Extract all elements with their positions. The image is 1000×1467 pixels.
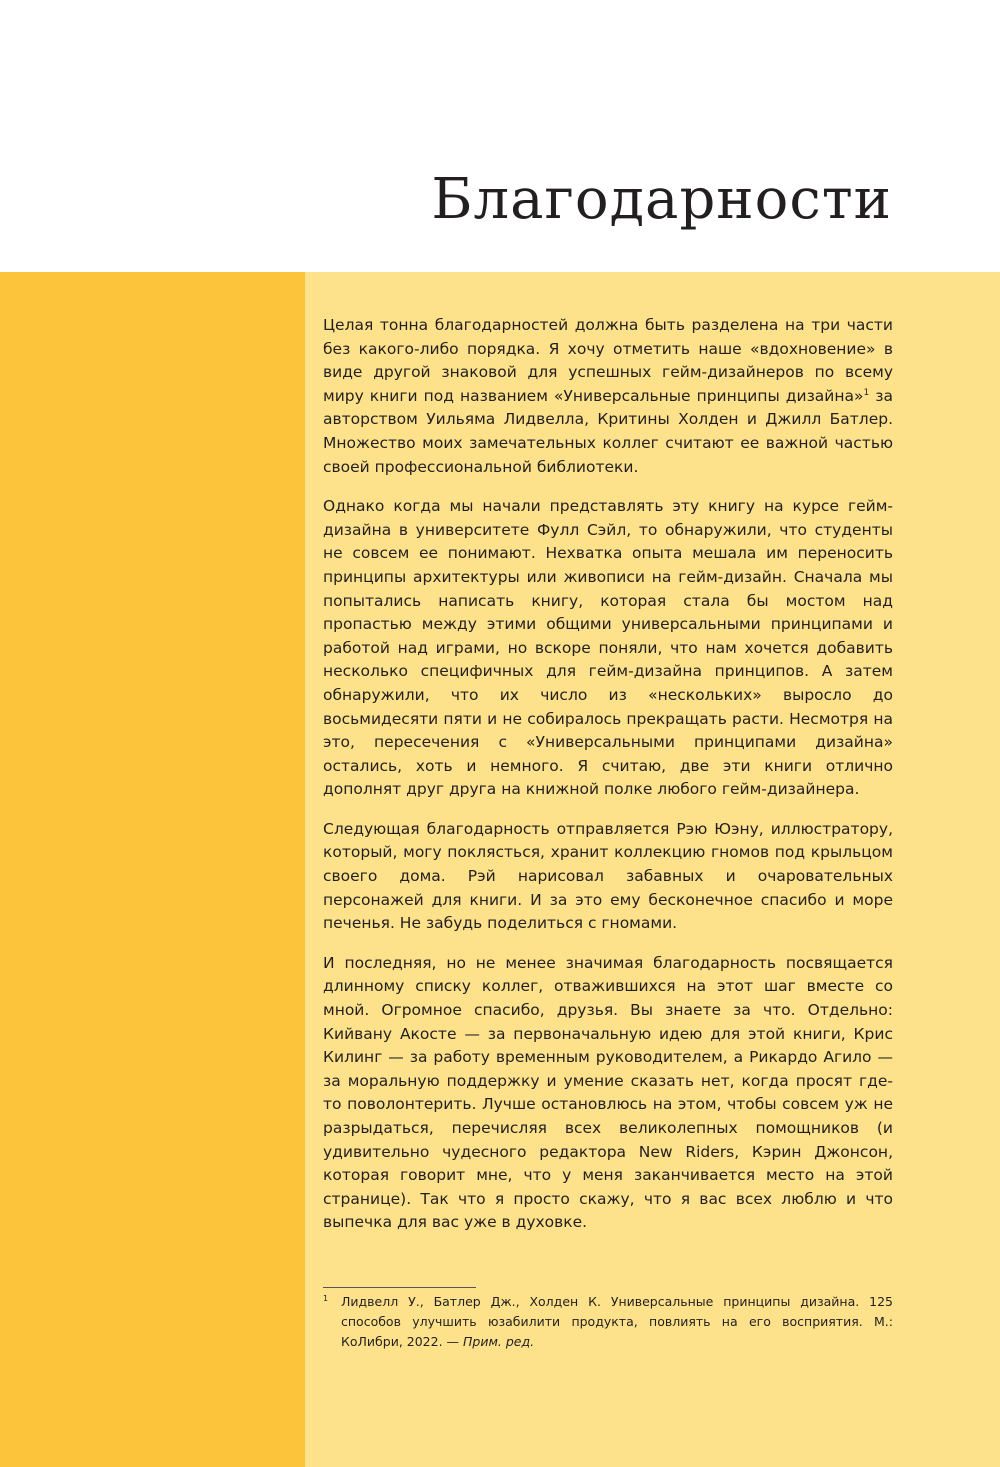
footnote-mark: 1 — [323, 1294, 329, 1303]
paragraph-4: И последняя, но не менее значимая благодарность посвящается длинному списку коллег, отважившихся на этот шаг вместе со мной. Огромное спасибо, друзья. Вы знаете за что. Отдельно: Кийвану Акосте — за первоначальную идею для этой книги, Крис Килинг — за работу временным руководителем, а Рикардо Агило — за моральную поддержку и умение сказать нет, когда просят где-то поволонтерить. Лучше остановлюсь на этом, чтобы совсем уж не разрыдаться, перечисляя всех великолепных помощников (и удивительно чудесного редактора New Riders, Кэрин Джонсон, которая говорит мне, что у меня заканчивается место на этой странице). Так что я просто скажу, что я вас всех люблю и что выпечка для вас уже в духовке. — [323, 953, 893, 1232]
footnote-reference: 1 — [863, 387, 870, 398]
paragraph-1-text-end: за авторством Уильяма Лидвелла, Критины Холден и Джилл Батлер. Множество моих замечательных коллег считают ее важной частью своей профессиональной библиотеки. — [323, 386, 893, 476]
footnote-editor-note: Прим. ред. — [463, 1334, 535, 1349]
footnote-divider — [323, 1287, 476, 1288]
footnote — [323, 1292, 893, 1352]
footnote-text: Лидвелл У., Батлер Дж., Холден К. Универсальные принципы дизайна. 125 способов улучшить юзабилити продукта, повлиять на его восприятия. М.: КоЛибри, 2022. — — [341, 1294, 893, 1349]
paragraph-1-text-start: Целая тонна благодарностей должна быть разделена на три части без какого-либо порядка. Я хочу отметить наше «вдохновение» в виде другой знаковой для успешных гейм-дизайнеров по всему миру книги под названием «Универсальные принципы дизайна» — [323, 316, 893, 405]
paragraph-2: Однако когда мы начали представлять эту книгу на курсе гейм-дизайна в университете Фулл Сэйл, то обнаружили, что студенты не совсем ее понимают. Нехватка опыта мешала им переносить принципы архитектуры или живописи на гейм-дизайн. Сначала мы попытались написать книгу, которая стала бы мостом над пропастью между этими общими универсальными принципами и работой над играми, но вскоре поняли, что нам хочется добавить несколько специфичных для гейм-дизайна принципов. А затем обнаружили, что их число из «нескольких» выросло до восьмидесяти пяти и не собиралось прекращать расти. Несмотря на это, пересечения с «Универсальными принципами дизайна» остались, хоть и немного. Я считаю, две эти книги отлично дополнят друг друга на книжной полке любого гейм-дизайнера. — [323, 497, 893, 799]
body-text — [323, 314, 893, 1251]
side-color-band — [0, 272, 305, 1467]
footnote-text-block — [341, 1292, 893, 1352]
paragraph-1 — [323, 314, 893, 479]
page-title: Благодарности — [431, 167, 892, 232]
paragraph-3: Следующая благодарность отправляется Рэю Юэну, иллюстратору, который, могу поклясться, хранит коллекцию гномов под крыльцом своего дома. Рэй нарисовал забавных и очаровательных персонажей для книги. И за это ему бесконечное спасибо и море печенья. Не забудь поделиться с гномами. — [323, 819, 893, 933]
page-header — [0, 0, 1000, 272]
